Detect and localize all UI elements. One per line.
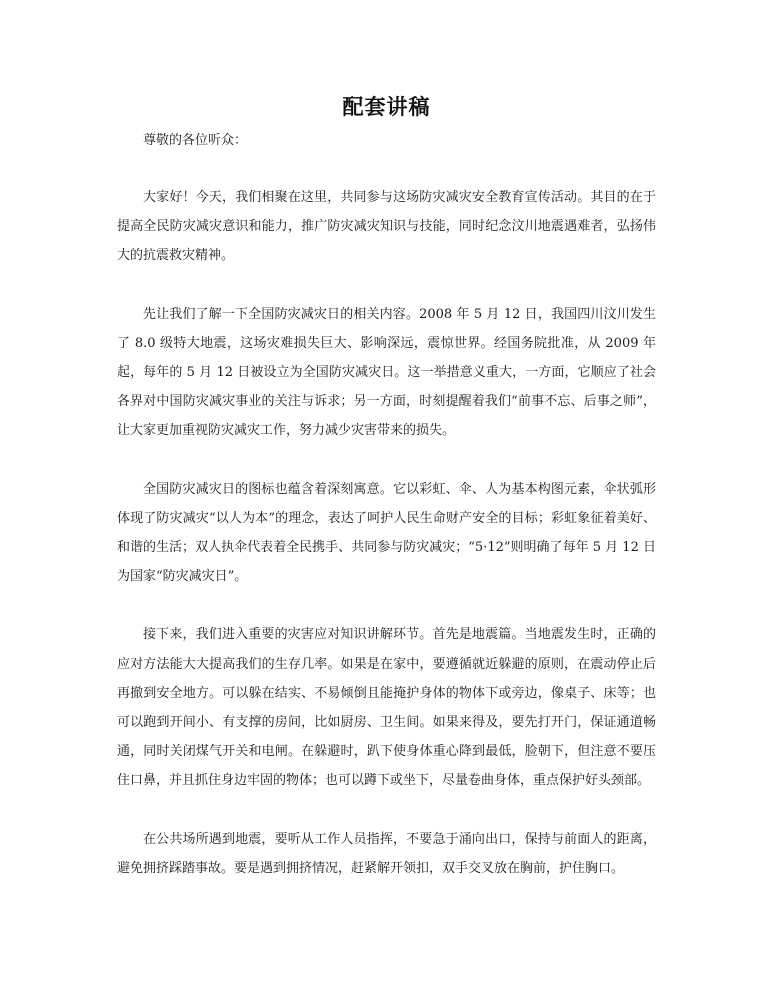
- paragraph-earthquake-public: 在公共场所遇到地震，要听从工作人员指挥，不要急于涌向出口，保持与前面人的距离，避免拥挤踩踏事故。要是遇到拥挤情况，赶紧解开领扣，双手交叉放在胸前，护住胸口。: [117, 831, 656, 876]
- document-title: 配套讲稿: [342, 94, 431, 119]
- greeting: 尊敬的各位听众：: [143, 133, 248, 148]
- paragraph-earthquake-home: 接下来，我们进入重要的灾害应对知识讲解环节。首先是地震篇。当地震发生时，正确的应对方法能大大提高我们的生存几率。如果是在家中，要遵循就近躲避的原则，在震动停止后再撤到安全地方。可以躲在结实、不易倾倒且能掩护身体的物体下或旁边，像桌子、床等；也可以跑到开间小、有支撑的房间，比如厨房、卫生间。如果来得及，要先打开门，保证通道畅通，同时关闭煤气开关和电闸。在躲避时，趴下使身体重心降到最低，脸朝下，但注意不要压住口鼻，并且抓住身边牢固的物体；也可以蹲下或坐下，尽量卷曲身体，重点保护好头颈部。: [117, 627, 656, 789]
- paragraph-logo-meaning: 全国防灾减灾日的图标也蕴含着深刻寓意。它以彩虹、伞、人为基本构图元素，伞状弧形体现了防灾减灾“以人为本”的理念，表达了呵护人民生命财产安全的目标；彩虹象征着美好、和谐的生活；双人执伞代表着全民携手、共同参与防灾减灾；“5·12”则明确了每年 5 月 12 日为国家“防灾减灾日”。: [117, 481, 656, 585]
- paragraph-disaster-day: 先让我们了解一下全国防灾减灾日的相关内容。2008 年 5 月 12 日，我国四川汶川发生了 8.0 级特大地震，这场灾难损失巨大、影响深远，震惊世界。经国务院批准，从 2009 年起，每年的 5 月 12 日被设立为全国防灾减灾日。这一举措意义重大，一方面，它顺应了社会各界对中国防灾减灾事业的关注与诉求；另一方面，时刻提醒着我们“前事不忘、后事之师”，让大家更加重视防灾减灾工作，努力减少灾害带来的损失。: [117, 306, 656, 439]
- paragraph-intro: 大家好！今天，我们相聚在这里，共同参与这场防灾减灾安全教育宣传活动。其目的在于提高全民防灾减灾意识和能力，推广防灾减灾知识与技能，同时纪念汶川地震遇难者，弘扬伟大的抗震救灾精神。: [117, 190, 656, 264]
